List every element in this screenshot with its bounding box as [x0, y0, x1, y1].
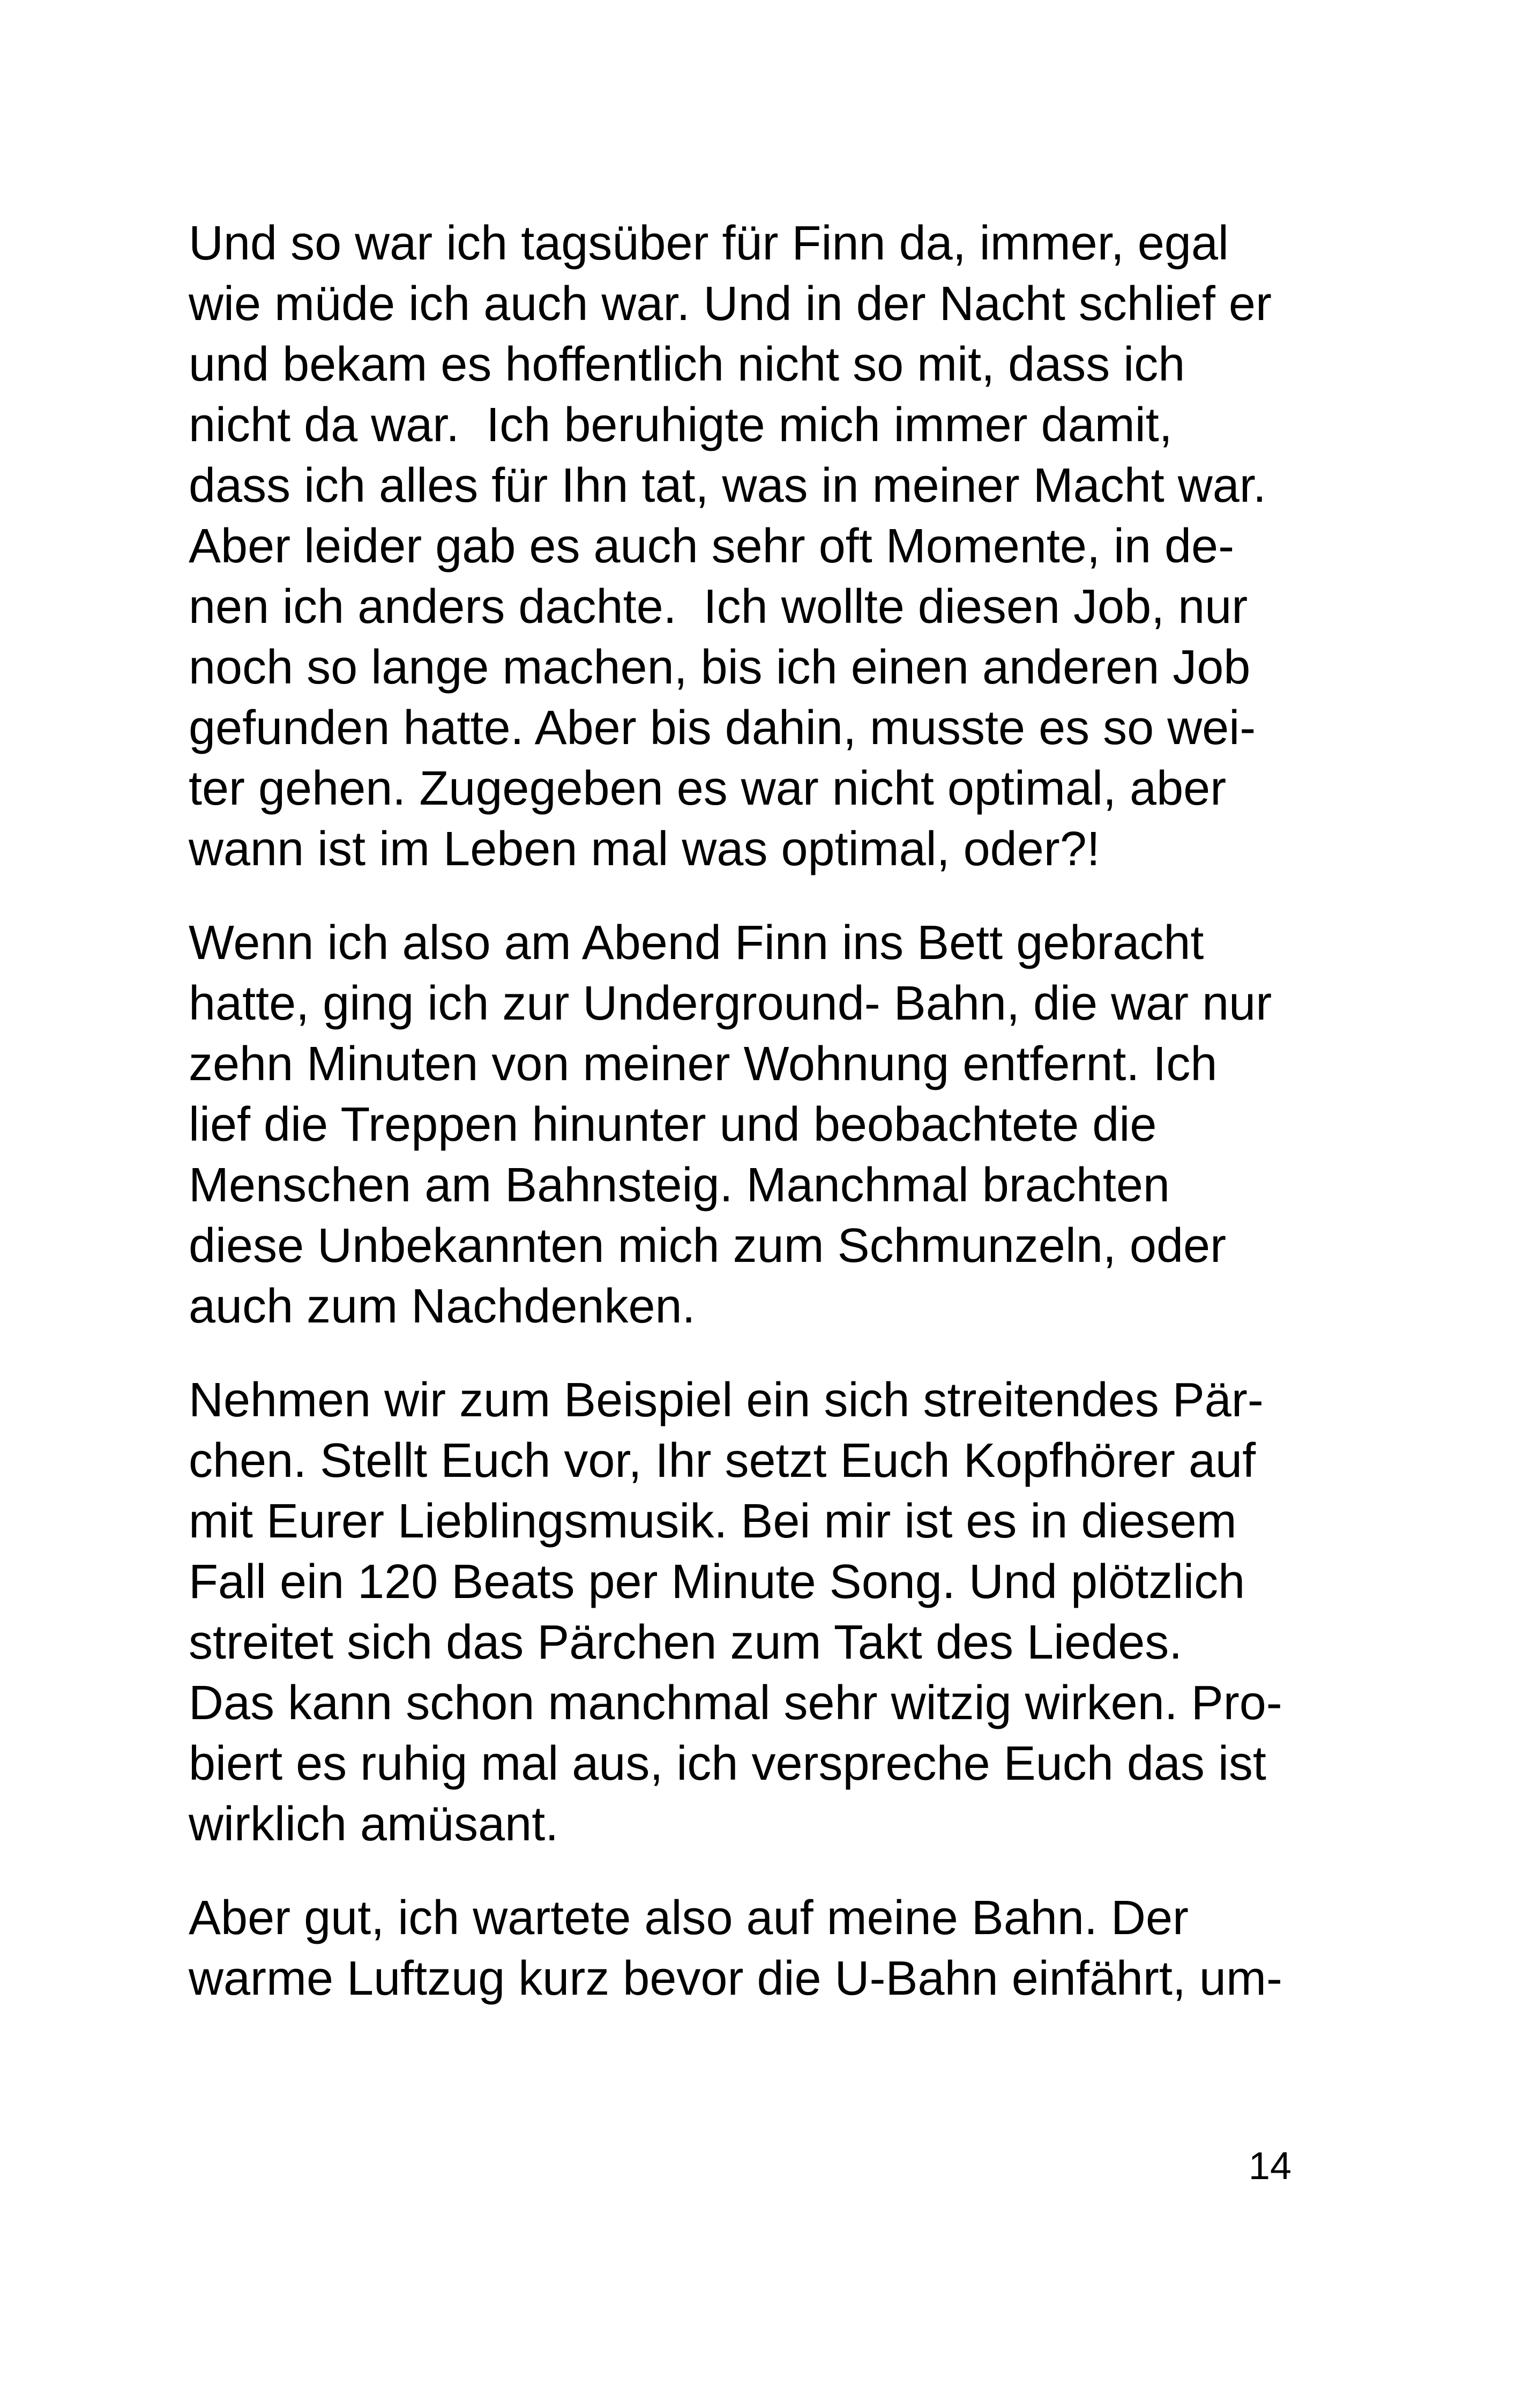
text-line: nicht da war. Ich beruhigte mich immer damit, — [189, 398, 1173, 452]
text-line: Und so war ich tagsüber für Finn da, immer, egal — [189, 217, 1229, 270]
text-line: streitet sich das Pärchen zum Takt des Liedes. — [189, 1616, 1183, 1669]
text-line: dass ich alles für Ihn tat, was in meiner Macht war. — [189, 459, 1266, 512]
text-line: Wenn ich also am Abend Finn ins Bett gebracht — [189, 916, 1204, 970]
paragraph-4 — [189, 1888, 1368, 2009]
text-line: Menschen am Bahnsteig. Manchmal brachten — [189, 1158, 1170, 1212]
text-line: hatte, ging ich zur Underground- Bahn, die war nur — [189, 977, 1272, 1030]
text-line: biert es ruhig mal aus, ich verspreche Euch das ist — [189, 1737, 1266, 1790]
text-line: ter gehen. Zugegeben es war nicht optimal, aber — [189, 762, 1227, 815]
text-line: wirklich amüsant. — [189, 1797, 559, 1851]
text-line: nen ich anders dachte. Ich wollte diesen Job, nur — [189, 580, 1248, 634]
text-line: Nehmen wir zum Beispiel ein sich streitendes Pär- — [189, 1373, 1264, 1427]
text-line: gefunden hatte. Aber bis dahin, musste es so wei- — [189, 701, 1256, 755]
text-line: zehn Minuten von meiner Wohnung entfernt. Ich — [189, 1037, 1218, 1091]
text-line: noch so lange machen, bis ich einen anderen Job — [189, 641, 1251, 694]
page-number: 14 — [1248, 2145, 1291, 2188]
text-line: auch zum Nachdenken. — [189, 1280, 696, 1333]
paragraph-2 — [189, 913, 1368, 1337]
text-line: Aber leider gab es auch sehr oft Momente, in de- — [189, 519, 1235, 573]
paragraph-3 — [189, 1370, 1368, 1855]
text-line: Fall ein 120 Beats per Minute Song. Und plötzlich — [189, 1555, 1245, 1609]
paragraph-1 — [189, 213, 1368, 880]
text-line: wie müde ich auch war. Und in der Nacht schlief er — [189, 277, 1272, 331]
body-text — [189, 213, 1368, 2042]
text-line: wann ist im Leben mal was optimal, oder?! — [189, 822, 1100, 876]
text-line: chen. Stellt Euch vor, Ihr setzt Euch Kopfhörer auf — [189, 1434, 1256, 1488]
text-line: Das kann schon manchmal sehr witzig wirken. Pro- — [189, 1676, 1282, 1730]
text-line: und bekam es hoffentlich nicht so mit, dass ich — [189, 338, 1185, 391]
text-line: mit Eurer Lieblingsmusik. Bei mir ist es in diesem — [189, 1495, 1237, 1548]
text-line: diese Unbekannten mich zum Schmunzeln, oder — [189, 1219, 1227, 1273]
text-line: lief die Treppen hinunter und beobachtete die — [189, 1098, 1157, 1151]
text-line: Aber gut, ich wartete also auf meine Bahn. Der — [189, 1891, 1189, 1945]
text-line: warme Luftzug kurz bevor die U-Bahn einfährt, um- — [189, 1952, 1282, 2005]
